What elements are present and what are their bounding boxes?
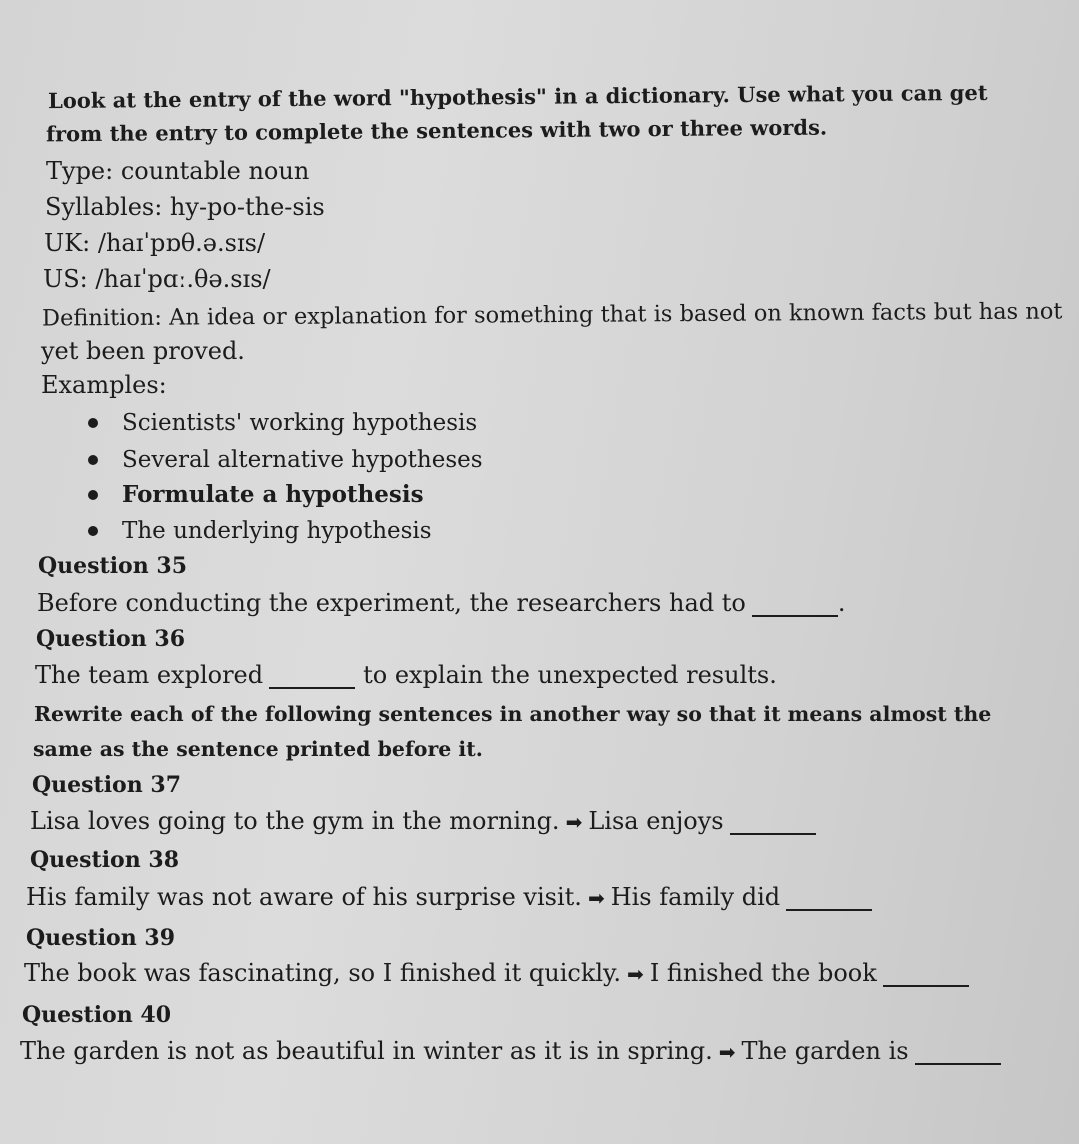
answer-blank[interactable] (786, 909, 872, 911)
bullet-icon (88, 490, 98, 500)
bullet-icon (88, 418, 98, 428)
question-37-text: Lisa loves going to the gym in the morning. ➡ Lisa enjoys (30, 806, 816, 837)
entry-uk-pronunciation: UK: /haɪˈpɒθ.ə.sɪs/ (44, 229, 266, 257)
entry-examples-label: Examples: (41, 371, 167, 399)
entry-definition-line-1: Definition: An idea or explanation for something that is based on known facts but has not (41, 298, 1063, 332)
question-39-label: Question 39 (26, 925, 176, 951)
answer-blank[interactable] (883, 985, 969, 987)
arrow-right-icon: ➡ (565, 810, 583, 834)
arrow-right-icon: ➡ (587, 886, 605, 910)
bullet-icon (88, 455, 98, 465)
question-35-text: Before conducting the experiment, the researchers had to . (37, 589, 846, 617)
entry-definition-line-2: yet been proved. (41, 337, 245, 365)
instruction-line-1: Look at the entry of the word "hypothesis" in a dictionary. Use what you can get (47, 79, 988, 114)
example-1: Scientists' working hypothesis (122, 410, 478, 436)
question-39-text: The book was fascinating, so I finished it quickly. ➡ I finished the book (24, 958, 969, 989)
example-4: The underlying hypothesis (122, 518, 432, 544)
answer-blank[interactable] (752, 615, 838, 617)
answer-blank[interactable] (730, 833, 816, 835)
entry-type: Type: countable noun (46, 157, 310, 185)
question-36-label: Question 36 (36, 626, 186, 652)
question-38-label: Question 38 (30, 847, 180, 873)
answer-blank[interactable] (269, 687, 355, 689)
bullet-icon (88, 526, 98, 536)
question-37-label: Question 37 (32, 772, 182, 798)
question-35-label: Question 35 (38, 553, 188, 579)
entry-syllables: Syllables: hy-po-the-sis (45, 193, 325, 221)
question-40-label: Question 40 (22, 1002, 172, 1028)
instruction-2-line-2: same as the sentence printed before it. (33, 737, 483, 761)
question-38-text: His family was not aware of his surprise visit. ➡ His family did (26, 882, 872, 913)
question-36-text: The team explored to explain the unexpected results. (35, 661, 777, 689)
answer-blank[interactable] (915, 1063, 1001, 1065)
question-40-text: The garden is not as beautiful in winter as it is in spring. ➡ The garden is (20, 1036, 1001, 1067)
arrow-right-icon: ➡ (627, 962, 644, 986)
instruction-2-line-1: Rewrite each of the following sentences in another way so that it means almost the (34, 702, 992, 726)
example-2: Several alternative hypotheses (122, 447, 483, 473)
arrow-right-icon: ➡ (718, 1040, 736, 1064)
entry-us-pronunciation: US: /haɪˈpɑː.θə.sɪs/ (43, 265, 271, 293)
example-3: Formulate a hypothesis (122, 481, 424, 508)
instruction-line-2: from the entry to complete the sentences with two or three words. (45, 114, 828, 147)
